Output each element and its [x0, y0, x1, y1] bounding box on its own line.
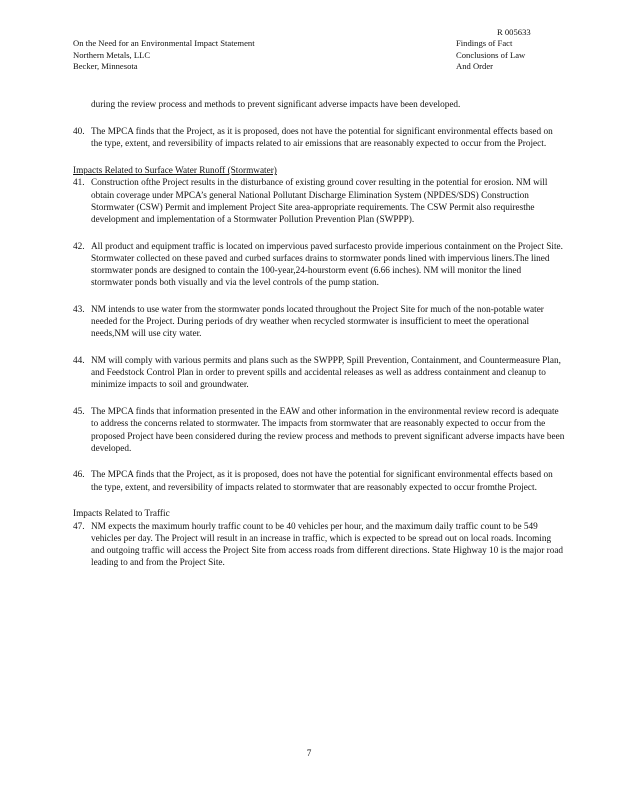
paragraph-text: NM intends to use water from the stormwater ponds located throughout the Project Site for much of the non-potable water needed for the Project. During periods of dry weather when recycled stormwater is insufficient to meet the operational needs,NM will use city water. [91, 304, 544, 340]
header-right-block [456, 38, 525, 73]
header-left-block [73, 38, 255, 73]
continuation-text: during the review process and methods to prevent significant adverse impacts have been developed. [91, 100, 461, 110]
paragraph-number: 46. [73, 470, 85, 481]
paragraph-43 [73, 304, 565, 341]
paragraph-text: NM expects the maximum hourly traffic count to be 40 vehicles per hour, and the maximum daily traffic count to be 549 vehicles per day. The Project will result in an increase in traffic, which is expected to be spread out on local roads. Incoming and outgoing traffic will access the Project Site from access roads from different directions. State Highway 10 is the major road leading to and from the Project Site. [91, 521, 564, 569]
paragraph-text: The MPCA finds that information presented in the EAW and other information in the environmental review record is adequate to address the concerns related to stormwater. The impacts from stormwater that are reasonably expected to occur from the proposed Project have been considered during the review process and methods to prevent significant adverse impacts have been developed. [91, 407, 565, 454]
paragraph-number: 47. [73, 521, 85, 532]
header-left-line: Northern Metals, LLC [73, 49, 151, 60]
document-id: R 005633 [497, 27, 531, 37]
header-right-line: And Order [456, 61, 493, 72]
document-body [73, 99, 565, 584]
paragraph-text: The MPCA finds that the Project, as it is proposed, does not have the potential for significant environmental effects based on the type, extent, and reversibility of impacts related to air emissions that are reasonably expected to occur from the Project. [91, 127, 553, 150]
paragraph-45 [73, 406, 565, 455]
paragraph-46 [73, 469, 565, 493]
paragraph-number: 42. [73, 241, 85, 252]
header-left-line: Becker, Minnesota [73, 61, 138, 72]
paragraph-number: 43. [73, 304, 85, 315]
paragraph-text: NM will comply with various permits and plans such as the SWPPP, Spill Prevention, Containment, and Countermeasure Plan, and Feedstock Control Plan in order to prevent spills and accidental releases as well as address containment and cleanup to minimize impacts to soil and groundwater. [91, 356, 561, 391]
paragraph-44 [73, 355, 565, 392]
paragraph-41 [73, 177, 565, 226]
page-number: 7 [306, 749, 312, 759]
paragraph-number: 40. [73, 127, 85, 138]
paragraph-42 [73, 241, 565, 290]
paragraph-number: 44. [73, 356, 85, 367]
paragraph-text: The MPCA finds that the Project, as it is proposed, does not have the potential for significant environmental effects based on the type, extent, and reversibility of impacts related to stormwater that are reasonably expected to occur fromthe Project. [91, 470, 553, 493]
paragraph-text: All product and equipment traffic is located on impervious paved surfacesto provide imperious containment on the Project Site. Stormwater collected on these paved and curbed surfaces drains to stormwater ponds lined with impervious liners.The lined stormwater ponds are designed to contain the 100-year,24-hourstorm event (6.66 inches). NM will monitor the lined stormwater ponds both visually and via the level controls of the pump station. [91, 241, 563, 289]
header-left-line: On the Need for an Environmental Impact Statement [73, 38, 255, 48]
paragraph-47 [73, 521, 565, 570]
header-right-line: Findings of Fact [456, 38, 513, 48]
paragraph-number: 41. [73, 178, 85, 189]
paragraph-number: 45. [73, 407, 85, 418]
paragraph-40 [73, 126, 565, 150]
header-right-line: Conclusions of Law [456, 49, 526, 60]
paragraph-text: Construction ofthe Project results in the disturbance of existing ground cover resulting in the potential for erosion. NM will obtain coverage under MPCA’s general National Pollutant Discharge Elimination System (NPDES/SDS) Construction Stormwater (CSW) Permit and implement Project Site area-appropriate requirements. The CSW Permit also requiresthe development and implementation of a Stormwater Pollution Prevention Plan (SWPPP). [91, 178, 548, 225]
section-heading-stormwater: Impacts Related to Surface Water Runoff (Stormwater) [73, 166, 277, 177]
section-heading-traffic: Impacts Related to Traffic [73, 509, 170, 520]
